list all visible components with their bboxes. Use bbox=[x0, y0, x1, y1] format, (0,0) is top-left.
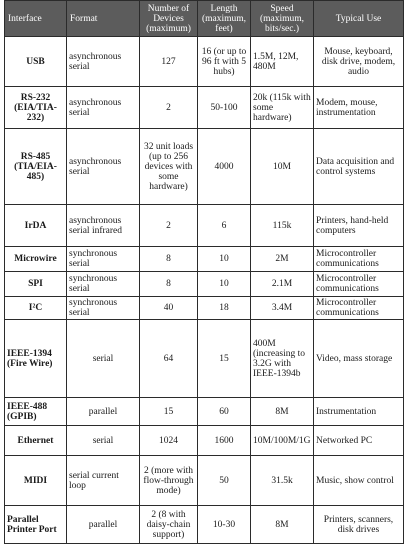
cell-format: serial bbox=[67, 426, 140, 456]
header-row bbox=[5, 1, 404, 37]
cell-use: Mouse, keyboard, disk drive, modem, audio bbox=[314, 37, 404, 87]
cell-format: asynchronous serial bbox=[67, 87, 140, 129]
cell-use: Microcontroller communications bbox=[314, 272, 404, 297]
cell-format: synchronous serial bbox=[67, 247, 140, 272]
cell-length: 1600 bbox=[198, 426, 251, 456]
cell-interface: MIDI bbox=[5, 456, 67, 506]
table-row bbox=[5, 398, 404, 426]
cell-interface: USB bbox=[5, 37, 67, 87]
cell-devices: 2 (8 with daisy-chain support) bbox=[140, 506, 198, 544]
cell-speed: 8M bbox=[251, 506, 314, 544]
header-speed: Speed (maximum, bits/sec.) bbox=[251, 1, 314, 37]
cell-length: 15 bbox=[198, 320, 251, 398]
cell-speed: 400M (increasing to 3.2G with IEEE-1394b bbox=[251, 320, 314, 398]
header-devices: Number of Devices (maximum) bbox=[140, 1, 198, 37]
cell-speed: 1.5M, 12M, 480M bbox=[251, 37, 314, 87]
cell-speed: 115k bbox=[251, 205, 314, 247]
cell-use: Microcontroller communications bbox=[314, 247, 404, 272]
table-row bbox=[5, 506, 404, 544]
cell-format: asynchronous serial bbox=[67, 37, 140, 87]
cell-interface: IrDA bbox=[5, 205, 67, 247]
cell-interface: I²C bbox=[5, 297, 67, 320]
cell-length: 50-100 bbox=[198, 87, 251, 129]
cell-length: 50 bbox=[198, 456, 251, 506]
cell-format: asynchronous serial infrared bbox=[67, 205, 140, 247]
cell-devices: 8 bbox=[140, 247, 198, 272]
cell-interface: Parallel Printer Port bbox=[5, 506, 67, 544]
cell-interface: Microwire bbox=[5, 247, 67, 272]
cell-speed: 31.5k bbox=[251, 456, 314, 506]
cell-length: 4000 bbox=[198, 129, 251, 205]
cell-format: asynchronous serial bbox=[67, 129, 140, 205]
cell-length: 10 bbox=[198, 272, 251, 297]
cell-speed: 10M/100M/1G bbox=[251, 426, 314, 456]
cell-interface: RS-232 (EIA/TIA-232) bbox=[5, 87, 67, 129]
cell-format: parallel bbox=[67, 506, 140, 544]
table-row bbox=[5, 320, 404, 398]
interface-comparison-table bbox=[4, 0, 404, 544]
cell-devices: 2 bbox=[140, 205, 198, 247]
cell-devices: 1024 bbox=[140, 426, 198, 456]
header-interface: Interface bbox=[5, 1, 67, 37]
cell-devices: 8 bbox=[140, 272, 198, 297]
table-row bbox=[5, 456, 404, 506]
cell-devices: 64 bbox=[140, 320, 198, 398]
cell-devices: 2 (more with flow-through mode) bbox=[140, 456, 198, 506]
cell-use: Data acquisition and control systems bbox=[314, 129, 404, 205]
table-row bbox=[5, 87, 404, 129]
cell-length: 10 bbox=[198, 247, 251, 272]
cell-speed: 2.1M bbox=[251, 272, 314, 297]
cell-format: synchronous serial bbox=[67, 272, 140, 297]
cell-speed: 10M bbox=[251, 129, 314, 205]
cell-devices: 32 unit loads (up to 256 devices with some hardware) bbox=[140, 129, 198, 205]
cell-use: Printers, scanners, disk drives bbox=[314, 506, 404, 544]
cell-speed: 3.4M bbox=[251, 297, 314, 320]
table-row bbox=[5, 426, 404, 456]
cell-format: serial current loop bbox=[67, 456, 140, 506]
table-row bbox=[5, 205, 404, 247]
cell-interface: RS-485 (TIA/EIA-485) bbox=[5, 129, 67, 205]
table-row bbox=[5, 129, 404, 205]
cell-use: Instrumentation bbox=[314, 398, 404, 426]
cell-interface: SPI bbox=[5, 272, 67, 297]
cell-speed: 20k (115k with some hardware) bbox=[251, 87, 314, 129]
cell-speed: 2M bbox=[251, 247, 314, 272]
cell-interface: IEEE-488 (GPIB) bbox=[5, 398, 67, 426]
table-row bbox=[5, 297, 404, 320]
table-row bbox=[5, 37, 404, 87]
cell-interface: IEEE-1394 (Fire Wire) bbox=[5, 320, 67, 398]
cell-length: 60 bbox=[198, 398, 251, 426]
cell-use: Networked PC bbox=[314, 426, 404, 456]
cell-length: 18 bbox=[198, 297, 251, 320]
cell-devices: 40 bbox=[140, 297, 198, 320]
cell-use: Printers, hand-held computers bbox=[314, 205, 404, 247]
cell-length: 16 (or up to 96 ft with 5 hubs) bbox=[198, 37, 251, 87]
cell-devices: 2 bbox=[140, 87, 198, 129]
cell-speed: 8M bbox=[251, 398, 314, 426]
cell-use: Modem, mouse, instrumentation bbox=[314, 87, 404, 129]
table-row bbox=[5, 247, 404, 272]
cell-use: Video, mass storage bbox=[314, 320, 404, 398]
cell-devices: 15 bbox=[140, 398, 198, 426]
cell-devices: 127 bbox=[140, 37, 198, 87]
table-row bbox=[5, 272, 404, 297]
header-length: Length (maximum, feet) bbox=[198, 1, 251, 37]
cell-interface: Ethernet bbox=[5, 426, 67, 456]
header-use: Typical Use bbox=[314, 1, 404, 37]
cell-format: parallel bbox=[67, 398, 140, 426]
cell-use: Microcontroller communications bbox=[314, 297, 404, 320]
cell-use: Music, show control bbox=[314, 456, 404, 506]
cell-length: 6 bbox=[198, 205, 251, 247]
cell-format: serial bbox=[67, 320, 140, 398]
header-format: Format bbox=[67, 1, 140, 37]
cell-length: 10-30 bbox=[198, 506, 251, 544]
cell-format: synchronous serial bbox=[67, 297, 140, 320]
